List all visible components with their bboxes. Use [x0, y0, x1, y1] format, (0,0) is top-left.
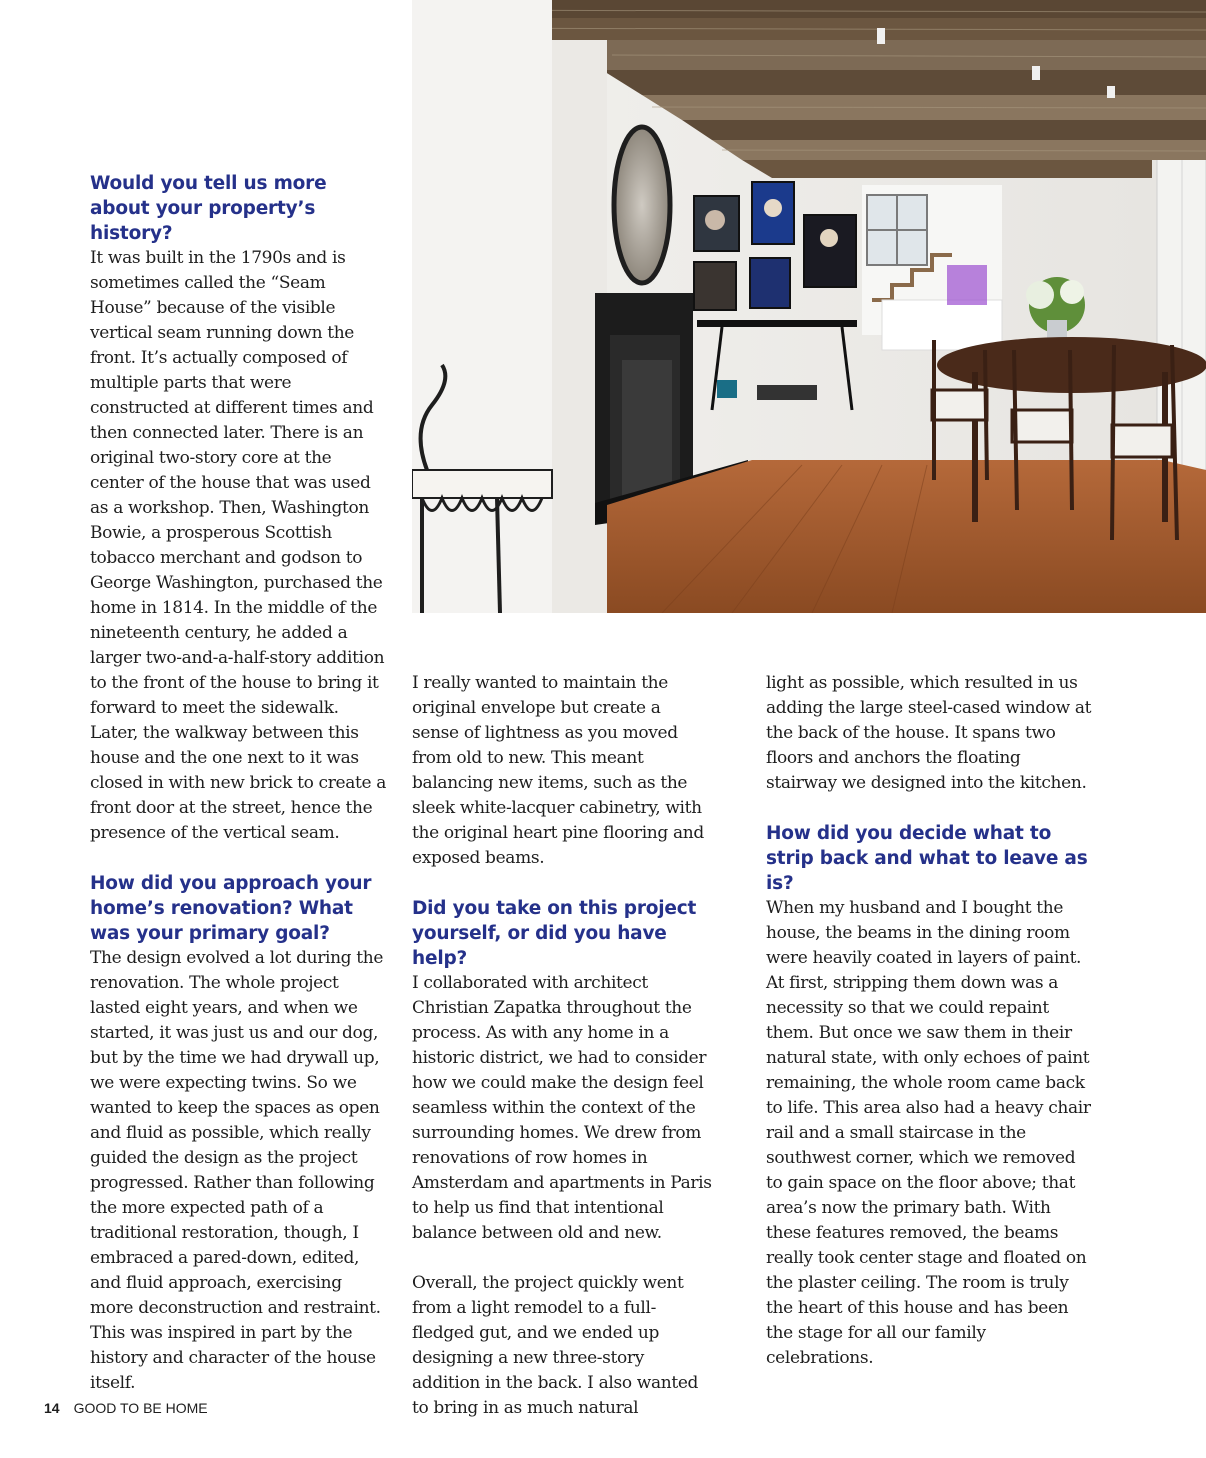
answer-project-help: I collaborated with architect Christian Zapatka throughout the process. As with any home in a historic district, we had to consider how we could make the design feel seamless within the context of the surrounding homes. We drew from renovations of row homes in Amsterdam and apartments in Paris to help us find that intentional balance between old and new.: [412, 973, 712, 1243]
question-renovation-approach: How did you approach your home’s renovation? What was your primary goal?: [90, 873, 372, 944]
answer-property-history: It was built in the 1790s and is sometimes called the “Seam House” because of the visible vertical seam running down the front. It’s actually composed of multiple parts that were constructed at different times and then connected later. There is an original two-story core at the center of the house that was used as a workshop. Then, Washington Bowie, a prosperous Scottish tobacco merchant and godson to George Washington, purchased the home in 1814. In the middle of the nineteenth century, he added a larger two-and-a-half-story addition to the front of the house to bring it forward to meet the sidewalk. Later, the walkway between this house and the one next to it was closed in with new brick to create a front door at the street, hence the presence of the vertical seam.: [90, 248, 387, 843]
page-number: 14: [44, 1400, 60, 1416]
question-property-history: Would you tell us more about your property’s history?: [90, 173, 327, 244]
dining-room-illustration: [412, 0, 1206, 613]
article-column-3: [766, 671, 1096, 1371]
question-project-help: Did you take on this project yourself, or did you have help?: [412, 898, 697, 969]
answer-renovation-approach: The design evolved a lot during the renovation. The whole project lasted eight years, and when we started, it was just us and our dog, but by the time we had drywall up, we were expecting twins. So we wanted to keep the spaces as open and fluid as possible, which really guided the design as the project progressed. Rather than following the more expected path of a traditional restoration, though, I embraced a pared-down, edited, and fluid approach, exercising more deconstruction and restraint. This was inspired in part by the history and character of the house itself.: [90, 948, 384, 1393]
answer-renovation-continuation: I really wanted to maintain the original envelope but create a sense of lightness as you moved from old to new. This meant balancing new items, such as the sleek white-lacquer cabinetry, with the original heart pine flooring and exposed beams.: [412, 673, 704, 868]
article-column-1: [90, 171, 386, 1396]
dining-room-photo: [412, 0, 1206, 613]
answer-project-scope: Overall, the project quickly went from a light remodel to a full-fledged gut, and we ended up designing a new three-story addition in the back. I also wanted to bring in as much natural: [412, 1273, 699, 1418]
page-footer: [44, 1398, 208, 1418]
section-title: GOOD TO BE HOME: [73, 1400, 208, 1416]
answer-project-scope-continued: light as possible, which resulted in us adding the large steel-cased window at the back of the house. It spans two floors and anchors the floating stairway we designed into the kitchen.: [766, 673, 1092, 793]
question-strip-back: How did you decide what to strip back and what to leave as is?: [766, 823, 1088, 894]
article-column-2: [412, 671, 712, 1421]
answer-strip-back: When my husband and I bought the house, the beams in the dining room were heavily coated in layers of paint. At first, stripping them down was a necessity so that we could repaint them. But once we saw them in their natural state, with only echoes of paint remaining, the whole room came back to life. This area also had a heavy chair rail and a small staircase in the southwest corner, which we removed to gain space on the floor above; that area’s now the primary bath. With these features removed, the beams really took center stage and floated on the plaster ceiling. The room is truly the heart of this house and has been the stage for all our family celebrations.: [766, 898, 1091, 1368]
